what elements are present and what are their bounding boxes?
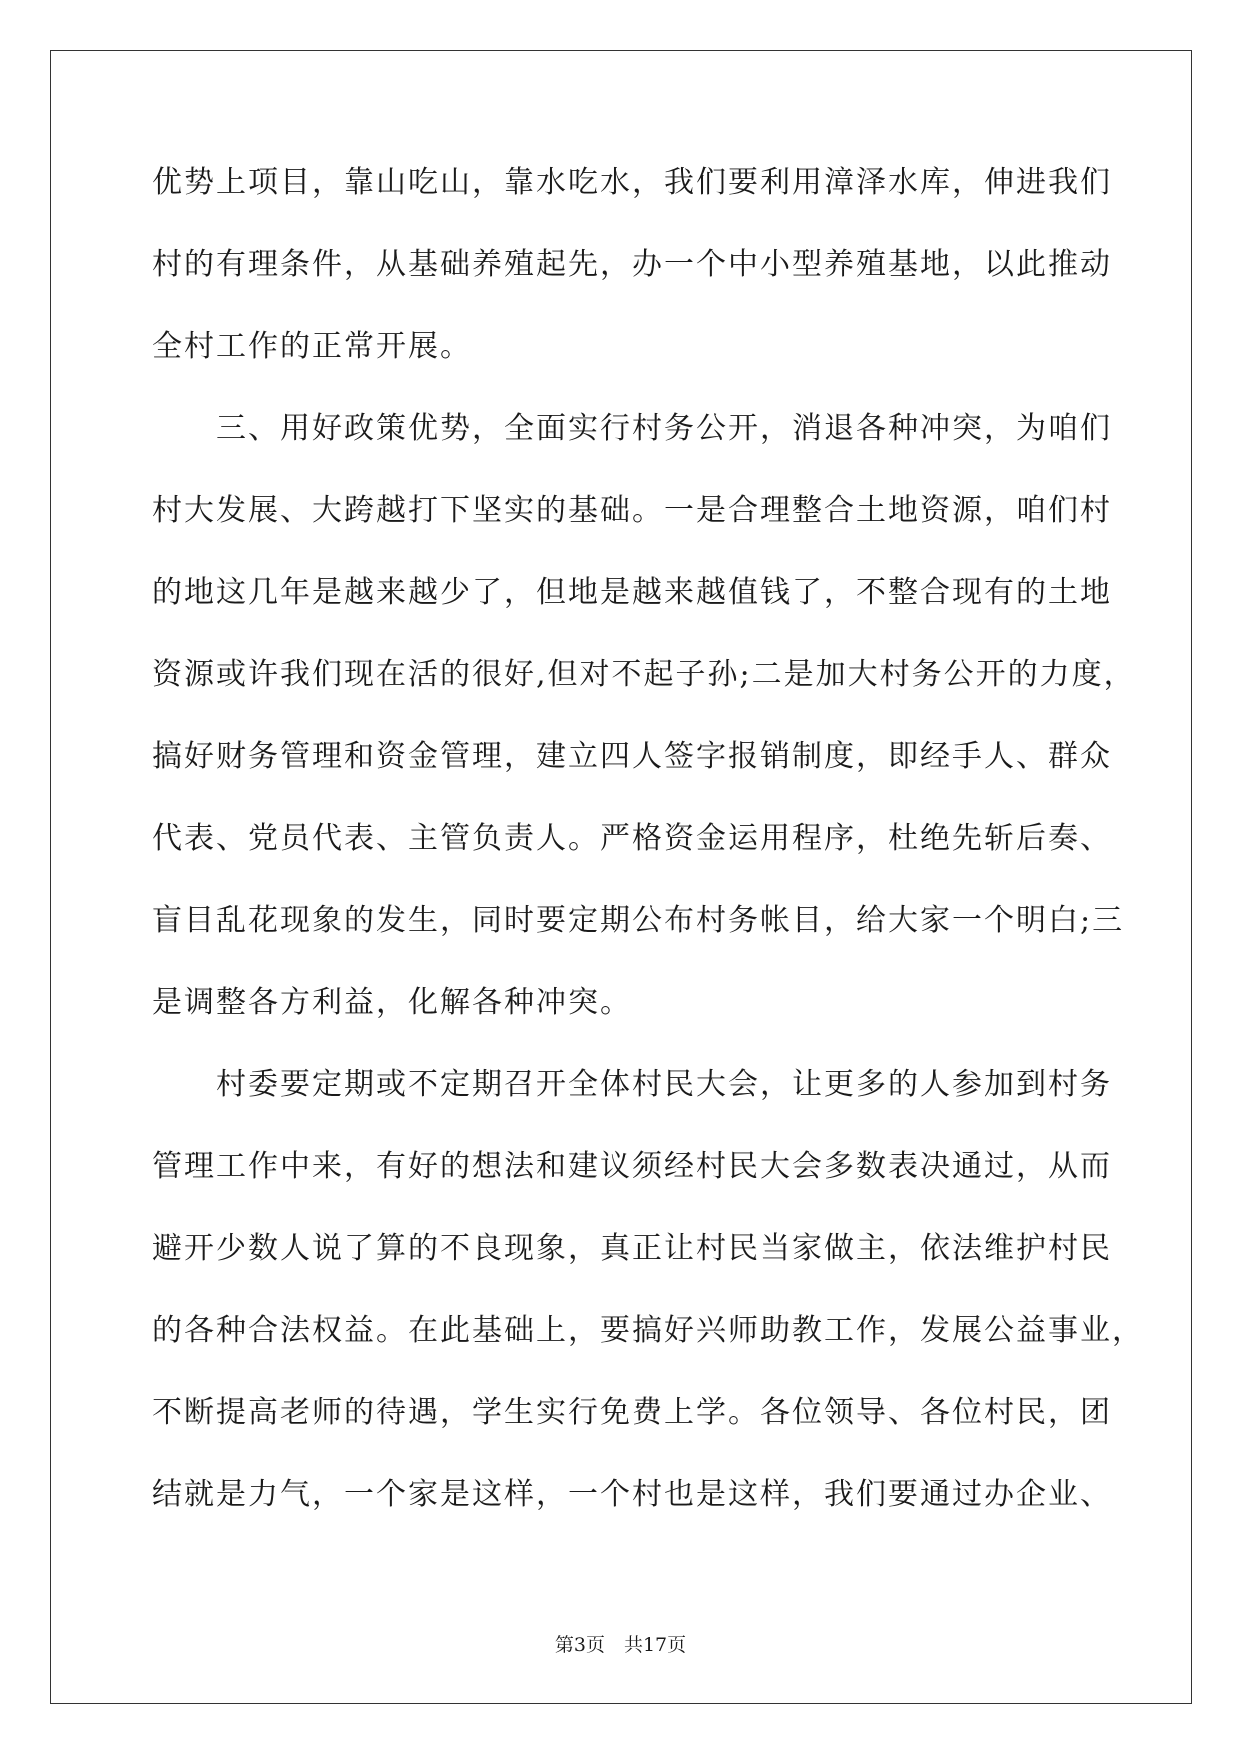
text-line: 结就是力气，一个家是这样，一个村也是这样，我们要通过办企业、 [152, 1477, 1112, 1512]
text-line: 盲目乱花现象的发生，同时要定期公布村务帐目，给大家一个明白;三 [152, 903, 1125, 938]
text-line: 代表、党员代表、主管负责人。严格资金运用程序，杜绝先斩后奏、 [152, 821, 1112, 856]
text-line: 不断提高老师的待遇，学生实行免费上学。各位领导、各位村民，团 [152, 1395, 1112, 1430]
text-line: 资源或许我们现在活的很好,但对不起子孙;二是加大村务公开的力度， [152, 657, 1136, 692]
text-line: 村大发展、大跨越打下坚实的基础。一是合理整合土地资源，咱们村 [152, 493, 1112, 528]
page-number-footer: 第3页 共17页 [554, 1634, 687, 1656]
text-line: 三、用好政策优势，全面实行村务公开，消退各种冲突，为咱们 [152, 411, 1112, 446]
text-line: 优势上项目，靠山吃山，靠水吃水，我们要利用漳泽水库，伸进我们 [152, 165, 1112, 200]
text-line: 管理工作中来，有好的想法和建议须经村民大会多数表决通过，从而 [152, 1149, 1112, 1184]
text-line: 搞好财务管理和资金管理，建立四人签字报销制度，即经手人、群众 [152, 739, 1112, 774]
text-line: 的各种合法权益。在此基础上，要搞好兴师助教工作，发展公益事业， [152, 1313, 1144, 1348]
document-body [152, 158, 1144, 1552]
text-line: 避开少数人说了算的不良现象，真正让村民当家做主，依法维护村民 [152, 1231, 1112, 1266]
text-line: 村委要定期或不定期召开全体村民大会，让更多的人参加到村务 [152, 1067, 1112, 1102]
text-line: 是调整各方利益，化解各种冲突。 [152, 985, 632, 1020]
text-line: 全村工作的正常开展。 [152, 329, 472, 364]
text-line: 的地这几年是越来越少了，但地是越来越值钱了，不整合现有的土地 [152, 575, 1112, 610]
text-line: 村的有理条件，从基础养殖起先，办一个中小型养殖基地，以此推动 [152, 247, 1112, 282]
